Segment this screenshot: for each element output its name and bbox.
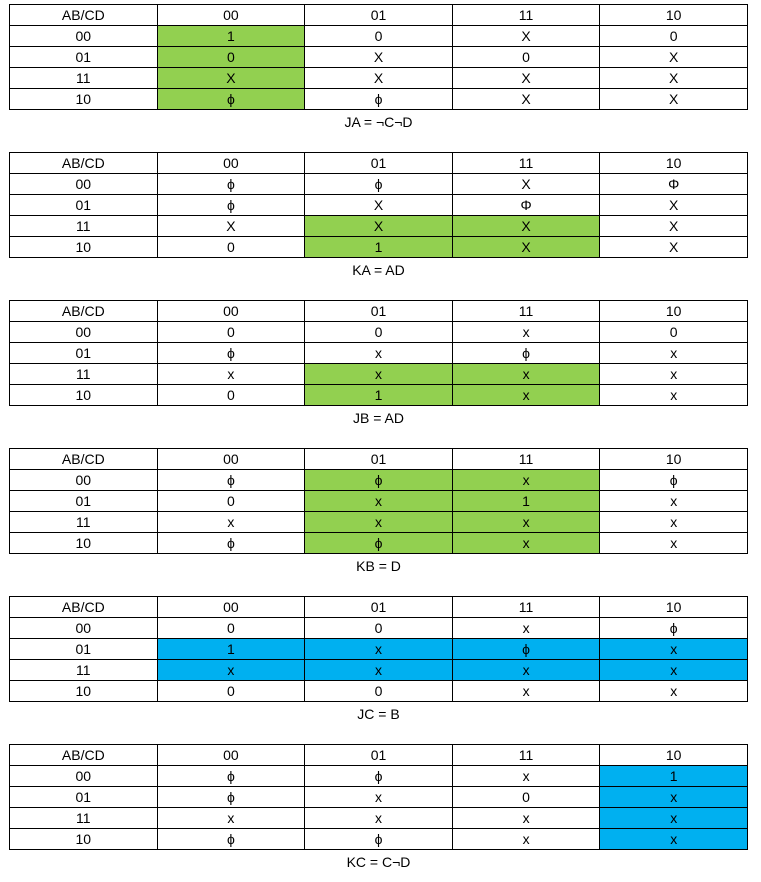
kmap-cell: X [305, 195, 453, 216]
kmap-cell-grouped: x [600, 808, 748, 829]
kmap-jb [9, 300, 748, 427]
kmap-row [10, 766, 748, 787]
kmap-row [10, 322, 748, 343]
kmap-cell: ϕ [157, 533, 305, 554]
kmap-row-label: 01 [10, 47, 158, 68]
kmap-cell: X [305, 68, 453, 89]
kmap-row-label: 00 [10, 174, 158, 195]
kmap-row [10, 829, 748, 850]
kmap-cell: X [452, 26, 600, 47]
kmap-table [9, 4, 748, 110]
kmap-cell: 0 [600, 26, 748, 47]
kmap-cell: x [157, 512, 305, 533]
kmap-corner-label: AB/CD [10, 153, 158, 174]
kmap-cell: x [452, 322, 600, 343]
kmap-cell: x [452, 766, 600, 787]
kmap-cell: x [600, 364, 748, 385]
kmap-cell: ϕ [157, 343, 305, 364]
kmap-cell: 0 [157, 322, 305, 343]
kmap-kb [9, 448, 748, 575]
kmap-row-label: 01 [10, 195, 158, 216]
kmap-kc [9, 744, 748, 871]
kmap-row-label: 01 [10, 639, 158, 660]
kmap-cell: x [600, 491, 748, 512]
kmap-cell: X [452, 68, 600, 89]
kmap-cell-grouped: X [157, 68, 305, 89]
kmap-cell-grouped: 1 [157, 639, 305, 660]
kmap-cell: 0 [305, 322, 453, 343]
kmap-corner-label: AB/CD [10, 301, 158, 322]
kmap-equation-caption: JA = ¬C¬D [344, 114, 413, 130]
kmap-cell-grouped: ϕ [157, 89, 305, 110]
kmap-cell: X [600, 237, 748, 258]
kmap-cell: X [600, 195, 748, 216]
kmap-cell: ϕ [157, 787, 305, 808]
kmap-cell-grouped: x [600, 639, 748, 660]
kmap-row [10, 26, 748, 47]
kmap-cell: ϕ [305, 766, 453, 787]
kmap-cell-grouped: ϕ [305, 470, 453, 491]
kmap-row [10, 174, 748, 195]
kmap-cell-grouped: 1 [600, 766, 748, 787]
kmap-cell: 0 [452, 47, 600, 68]
kmap-header-row [10, 153, 748, 174]
kmap-corner-label: AB/CD [10, 5, 158, 26]
kmap-row-label: 01 [10, 787, 158, 808]
kmap-cell: x [600, 533, 748, 554]
kmap-cell: x [452, 808, 600, 829]
kmap-cell: ϕ [600, 470, 748, 491]
kmap-cell: X [600, 89, 748, 110]
kmap-column-header: 11 [452, 5, 600, 26]
kmap-corner-label: AB/CD [10, 745, 158, 766]
kmap-row-label: 10 [10, 237, 158, 258]
kmap-cell-grouped: x [452, 512, 600, 533]
kmap-row [10, 512, 748, 533]
kmap-cell: ϕ [305, 89, 453, 110]
kmap-row-label: 11 [10, 808, 158, 829]
kmap-column-header: 11 [452, 597, 600, 618]
kmap-header-row [10, 5, 748, 26]
kmap-row [10, 660, 748, 681]
kmap-cell: X [305, 47, 453, 68]
kmap-cell-grouped: 1 [157, 26, 305, 47]
kmap-header-row [10, 745, 748, 766]
kmap-cell: x [157, 364, 305, 385]
kmap-row [10, 343, 748, 364]
kmap-column-header: 11 [452, 153, 600, 174]
kmap-column-header: 01 [305, 301, 453, 322]
kmap-equation-caption: KA = AD [352, 262, 405, 278]
kmap-cell: x [600, 681, 748, 702]
kmap-cell: x [452, 618, 600, 639]
kmap-table [9, 300, 748, 406]
kmap-cell: Φ [452, 195, 600, 216]
kmap-row-label: 10 [10, 385, 158, 406]
kmap-cell-grouped: 1 [305, 385, 453, 406]
kmap-cell-grouped: ϕ [305, 533, 453, 554]
kmap-cell: x [452, 829, 600, 850]
kmap-cell: x [600, 343, 748, 364]
kmap-cell: x [452, 681, 600, 702]
kmap-row [10, 808, 748, 829]
kmap-table [9, 152, 748, 258]
kmap-header-row [10, 301, 748, 322]
kmap-cell: 0 [157, 237, 305, 258]
kmap-equation-caption: JB = AD [353, 410, 404, 426]
kmap-cell: 0 [452, 787, 600, 808]
kmap-table [9, 448, 748, 554]
kmap-row-label: 00 [10, 26, 158, 47]
kmap-cell: X [600, 216, 748, 237]
kmap-cell: 0 [305, 618, 453, 639]
kmap-cell: x [157, 808, 305, 829]
kmap-cell-grouped: x [600, 787, 748, 808]
kmap-row-label: 10 [10, 829, 158, 850]
kmap-column-header: 01 [305, 449, 453, 470]
kmap-cell: ϕ [305, 829, 453, 850]
kmap-row-label: 11 [10, 660, 158, 681]
kmap-row-label: 00 [10, 618, 158, 639]
kmap-cell-grouped: x [452, 533, 600, 554]
kmap-corner-label: AB/CD [10, 597, 158, 618]
kmap-column-header: 00 [157, 5, 305, 26]
kmap-equation-caption: KC = C¬D [346, 854, 411, 870]
kmap-cell-grouped: 0 [157, 47, 305, 68]
kmap-row [10, 639, 748, 660]
kmap-cell-grouped: ϕ [452, 639, 600, 660]
kmap-column-header: 10 [600, 5, 748, 26]
kmap-cell: ϕ [157, 195, 305, 216]
kmap-cell: x [600, 385, 748, 406]
kmap-cell-grouped: x [305, 639, 453, 660]
kmap-row [10, 47, 748, 68]
kmap-cell: 0 [157, 385, 305, 406]
kmap-row [10, 681, 748, 702]
kmap-column-header: 10 [600, 153, 748, 174]
kmap-cell: ϕ [157, 470, 305, 491]
kmap-cell-grouped: x [305, 364, 453, 385]
kmap-cell: X [600, 68, 748, 89]
kmap-row [10, 89, 748, 110]
kmap-cell: ϕ [600, 618, 748, 639]
kmap-row [10, 68, 748, 89]
kmap-cell-grouped: x [305, 660, 453, 681]
kmap-cell: x [305, 343, 453, 364]
kmap-cell-grouped: x [600, 660, 748, 681]
kmap-ka [9, 152, 748, 279]
kmap-cell: X [600, 47, 748, 68]
kmap-row-label: 11 [10, 68, 158, 89]
kmap-column-header: 11 [452, 449, 600, 470]
kmap-row [10, 237, 748, 258]
kmap-column-header: 00 [157, 745, 305, 766]
kmap-row-label: 01 [10, 491, 158, 512]
kmap-corner-label: AB/CD [10, 449, 158, 470]
kmap-cell: ϕ [157, 174, 305, 195]
kmap-row-label: 11 [10, 216, 158, 237]
kmap-column-header: 11 [452, 301, 600, 322]
kmap-cell-grouped: 1 [305, 237, 453, 258]
kmap-equation-caption: JC = B [357, 706, 400, 722]
kmap-cell: ϕ [157, 829, 305, 850]
kmap-row-label: 00 [10, 470, 158, 491]
kmap-table [9, 596, 748, 702]
kmap-row [10, 470, 748, 491]
kmap-column-header: 01 [305, 5, 453, 26]
kmap-cell: 0 [157, 681, 305, 702]
kmap-cell-grouped: x [452, 470, 600, 491]
kmap-cell: 0 [157, 618, 305, 639]
kmap-row [10, 364, 748, 385]
kmap-cell-grouped: X [305, 216, 453, 237]
kmap-row [10, 787, 748, 808]
kmap-cell: 0 [305, 26, 453, 47]
kmap-row-label: 00 [10, 322, 158, 343]
kmap-column-header: 00 [157, 153, 305, 174]
kmap-row-label: 10 [10, 89, 158, 110]
kmap-column-header: 10 [600, 449, 748, 470]
kmap-row [10, 533, 748, 554]
kmap-row-label: 10 [10, 681, 158, 702]
kmap-row [10, 491, 748, 512]
kmap-column-header: 10 [600, 597, 748, 618]
kmap-row [10, 385, 748, 406]
kmap-column-header: 00 [157, 597, 305, 618]
kmap-cell: x [305, 808, 453, 829]
kmap-row-label: 11 [10, 364, 158, 385]
kmap-column-header: 11 [452, 745, 600, 766]
kmap-header-row [10, 597, 748, 618]
kmap-column-header: 01 [305, 745, 453, 766]
kmap-table [9, 744, 748, 850]
kmap-cell: 0 [157, 491, 305, 512]
kmap-cell: X [452, 89, 600, 110]
kmap-column-header: 01 [305, 153, 453, 174]
kmap-cell-grouped: x [305, 491, 453, 512]
kmap-column-header: 10 [600, 745, 748, 766]
kmap-cell-grouped: x [600, 829, 748, 850]
kmap-cell-grouped: x [452, 364, 600, 385]
kmap-jc [9, 596, 748, 723]
kmap-cell: X [157, 216, 305, 237]
kmap-row [10, 195, 748, 216]
kmap-cell: x [600, 512, 748, 533]
kmap-row-label: 00 [10, 766, 158, 787]
kmap-column-header: 00 [157, 449, 305, 470]
kmap-cell-grouped: x [452, 660, 600, 681]
kmap-cell: x [305, 787, 453, 808]
kmap-column-header: 00 [157, 301, 305, 322]
kmap-header-row [10, 449, 748, 470]
kmap-row-label: 11 [10, 512, 158, 533]
kmap-equation-caption: KB = D [356, 558, 401, 574]
kmap-cell: ϕ [157, 766, 305, 787]
kmap-row [10, 618, 748, 639]
kmap-cell: 0 [305, 681, 453, 702]
kmap-ja [9, 4, 748, 131]
kmap-column-header: 01 [305, 597, 453, 618]
kmap-column-header: 10 [600, 301, 748, 322]
kmap-cell: X [452, 174, 600, 195]
kmap-row [10, 216, 748, 237]
kmap-cell-grouped: x [452, 385, 600, 406]
kmap-cell-grouped: X [452, 237, 600, 258]
kmap-cell-grouped: 1 [452, 491, 600, 512]
kmap-cell: 0 [600, 322, 748, 343]
kmap-cell: Φ [600, 174, 748, 195]
kmap-row-label: 10 [10, 533, 158, 554]
kmap-cell: ϕ [305, 174, 453, 195]
kmap-cell: ϕ [452, 343, 600, 364]
kmap-cell-grouped: X [452, 216, 600, 237]
kmap-cell-grouped: x [157, 660, 305, 681]
kmap-cell-grouped: x [305, 512, 453, 533]
kmap-row-label: 01 [10, 343, 158, 364]
